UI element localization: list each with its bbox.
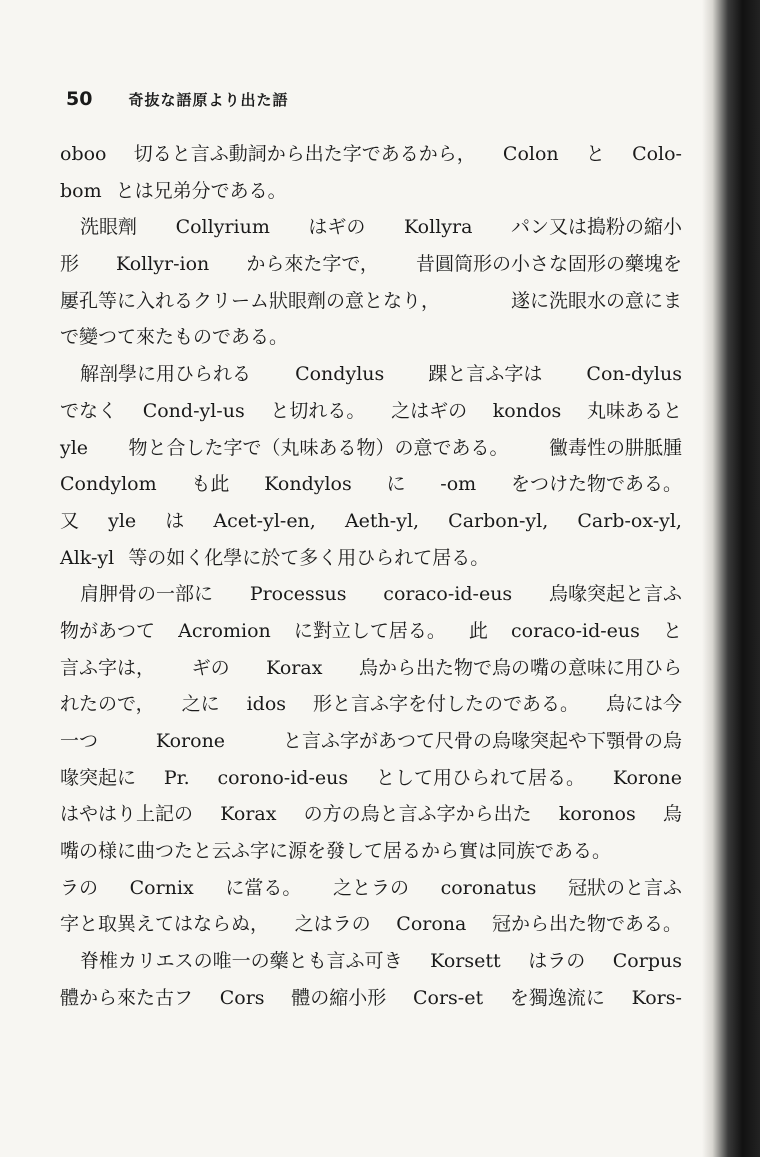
text-segment: 字と取異えてはならぬ， xyxy=(60,913,270,936)
text-segment: 形と言ふ字を付したのである。 xyxy=(312,693,579,716)
text-segment: 洗眼劑 xyxy=(80,216,138,239)
text-segment: coraco-id-eus xyxy=(383,583,513,606)
text-segment: idos xyxy=(246,693,287,716)
text-segment: Cors-et xyxy=(413,986,484,1009)
text-segment: 昔圓筒形の小さな固形の藥塊を xyxy=(415,253,682,276)
text-segment: Cond-yl-us xyxy=(142,399,245,422)
text-line xyxy=(60,760,682,797)
text-segment: 解剖學に用ひられる xyxy=(80,363,252,386)
text-segment: Cornix xyxy=(129,876,194,899)
text-segment: 又 xyxy=(60,509,80,532)
text-segment: ラの xyxy=(60,876,99,899)
text-segment: Collyrium xyxy=(175,216,270,239)
text-line xyxy=(60,136,682,173)
text-segment: Korax xyxy=(266,656,323,679)
text-segment: Pr. xyxy=(163,766,190,789)
text-segment: 一つ xyxy=(60,730,99,752)
page-number: 50 xyxy=(66,88,93,110)
text-segment: に xyxy=(386,473,406,496)
text-line xyxy=(60,540,682,577)
text-segment: Condylom xyxy=(60,473,157,496)
text-segment: Kollyr-ion xyxy=(116,253,210,276)
text-segment: と言ふ字があつて尺骨の烏喙突起や下顎骨の烏 xyxy=(282,730,682,752)
text-segment: bom xyxy=(60,179,102,202)
text-segment: 體から來た古フ xyxy=(60,986,194,1009)
text-segment: 切ると言ふ動詞から出た字であるから， xyxy=(133,143,476,165)
text-segment: 之とラの xyxy=(332,876,409,899)
text-line xyxy=(60,430,682,467)
text-segment: は xyxy=(165,509,185,532)
text-line xyxy=(60,613,682,650)
text-segment: 烏 xyxy=(662,803,682,826)
text-segment: 形 xyxy=(60,253,80,276)
text-segment: 物があつて xyxy=(60,619,156,642)
text-segment: と xyxy=(585,143,605,165)
text-segment: 烏から出た物で烏の嘴の意味に用ひら xyxy=(358,656,682,679)
text-line xyxy=(60,283,682,320)
text-segment: 嘴の様に曲つたと云ふ字に源を發して居るから實は同族である。 xyxy=(60,840,612,863)
text-segment: 冠狀のと言ふ xyxy=(567,876,682,899)
text-segment: Acromion xyxy=(178,619,271,642)
text-segment: 之はラの xyxy=(294,913,371,936)
text-segment: Condylus xyxy=(295,363,385,386)
text-segment: 之はギの xyxy=(391,399,468,422)
text-line xyxy=(60,796,682,833)
text-segment: Alk-yl xyxy=(60,546,115,569)
text-segment: と切れる。 xyxy=(270,399,366,422)
text-segment: Processus xyxy=(249,583,347,606)
text-segment: 脊椎カリエスの唯一の藥とも言ふ可き xyxy=(80,950,403,973)
text-segment: Acet-yl-en, xyxy=(213,509,316,532)
text-segment: Korax xyxy=(220,803,277,826)
text-segment: 冠から出た物である。 xyxy=(491,913,682,936)
text-segment: yle xyxy=(60,436,89,459)
text-segment: の方の烏と言ふ字から出た xyxy=(303,803,532,826)
text-segment: 烏には今 xyxy=(605,693,682,716)
text-line xyxy=(60,870,682,907)
running-header xyxy=(66,88,288,112)
text-segment: はラの xyxy=(528,950,586,973)
text-line xyxy=(60,576,682,613)
text-segment: 黴毒性の肼胝腫 xyxy=(548,436,682,459)
text-line xyxy=(60,650,682,687)
text-line xyxy=(60,173,682,210)
text-segment: 體の縮小形 xyxy=(291,986,387,1009)
text-line xyxy=(60,356,682,393)
text-segment: 屢孔等に入れるクリーム狀眼劑の意となり， xyxy=(60,289,441,312)
text-segment: とは兄弟分である。 xyxy=(115,179,287,202)
text-segment: 丸味あると xyxy=(586,399,682,422)
text-line xyxy=(60,319,682,356)
text-segment: Korone xyxy=(155,730,226,752)
body-text xyxy=(60,136,682,1017)
text-segment: Carbon-yl, xyxy=(448,509,549,532)
text-segment: Kors- xyxy=(631,986,682,1009)
text-segment: Con-dylus xyxy=(586,363,682,386)
text-segment: 肩胛骨の一部に xyxy=(80,583,214,606)
text-segment: coraco-id-eus xyxy=(511,619,640,642)
text-segment: 此 xyxy=(468,619,488,642)
text-segment: koronos xyxy=(558,803,636,826)
text-segment: Carb-ox-yl, xyxy=(577,509,682,532)
text-segment: 遂に洗眼水の意にま xyxy=(510,289,682,312)
text-segment: 言ふ字は， xyxy=(60,656,156,679)
text-line xyxy=(60,393,682,430)
text-segment: Korsett xyxy=(430,950,501,973)
text-segment: Aeth-yl, xyxy=(344,509,420,532)
text-segment: 物と合した字で（丸味ある物）の意である。 xyxy=(128,436,509,459)
text-segment: corono-id-eus xyxy=(217,766,349,789)
text-segment: oboo xyxy=(60,143,107,165)
running-title: 奇抜な語原より出た語 xyxy=(128,91,289,109)
text-line xyxy=(60,686,682,723)
page-binding-shadow xyxy=(702,0,760,1157)
text-segment: Corpus xyxy=(612,950,682,973)
text-line xyxy=(60,723,682,760)
text-segment: Kollyra xyxy=(404,216,473,239)
text-segment: 之に xyxy=(181,693,220,716)
text-segment: 喙突起に xyxy=(60,766,137,789)
text-segment: Korone xyxy=(612,766,682,789)
text-segment: 踝と言ふ字は xyxy=(428,363,543,386)
text-segment: から來た字で， xyxy=(246,253,379,276)
text-line xyxy=(60,246,682,283)
text-segment: coronatus xyxy=(440,876,537,899)
text-line xyxy=(60,466,682,503)
text-segment: でなく xyxy=(60,399,118,422)
text-segment: を獨逸流に xyxy=(509,986,605,1009)
text-segment: れたので， xyxy=(60,693,155,716)
text-segment: はギの xyxy=(308,216,366,239)
text-segment: はやはり上記の xyxy=(60,803,194,826)
text-segment: と xyxy=(662,619,682,642)
text-segment: 等の如く化學に於て多く用ひられて居る。 xyxy=(128,546,490,569)
text-line xyxy=(60,980,682,1017)
text-segment: Colo- xyxy=(632,143,682,165)
text-segment: に當る。 xyxy=(225,876,302,899)
text-segment: Cors xyxy=(219,986,265,1009)
text-segment: ギの xyxy=(191,656,230,679)
text-segment: Corona xyxy=(396,913,467,936)
text-segment: で變つて來たものである。 xyxy=(60,326,289,349)
text-segment: Colon xyxy=(502,143,559,165)
text-segment: をつけた物である。 xyxy=(510,473,682,496)
text-segment: として用ひられて居る。 xyxy=(375,766,585,789)
text-line xyxy=(60,906,682,943)
text-segment: -om xyxy=(440,473,477,496)
text-segment: yle xyxy=(108,509,137,532)
text-line xyxy=(60,503,682,540)
text-line xyxy=(60,833,682,870)
text-segment: に對立して居る。 xyxy=(293,619,446,642)
text-segment: も此 xyxy=(191,473,230,496)
text-line xyxy=(60,209,682,246)
text-segment: 烏喙突起と言ふ xyxy=(548,583,682,606)
text-line xyxy=(60,943,682,980)
text-segment: kondos xyxy=(492,399,562,422)
text-segment: Kondylos xyxy=(264,473,352,496)
text-segment: パン又は搗粉の縮小 xyxy=(510,216,682,239)
